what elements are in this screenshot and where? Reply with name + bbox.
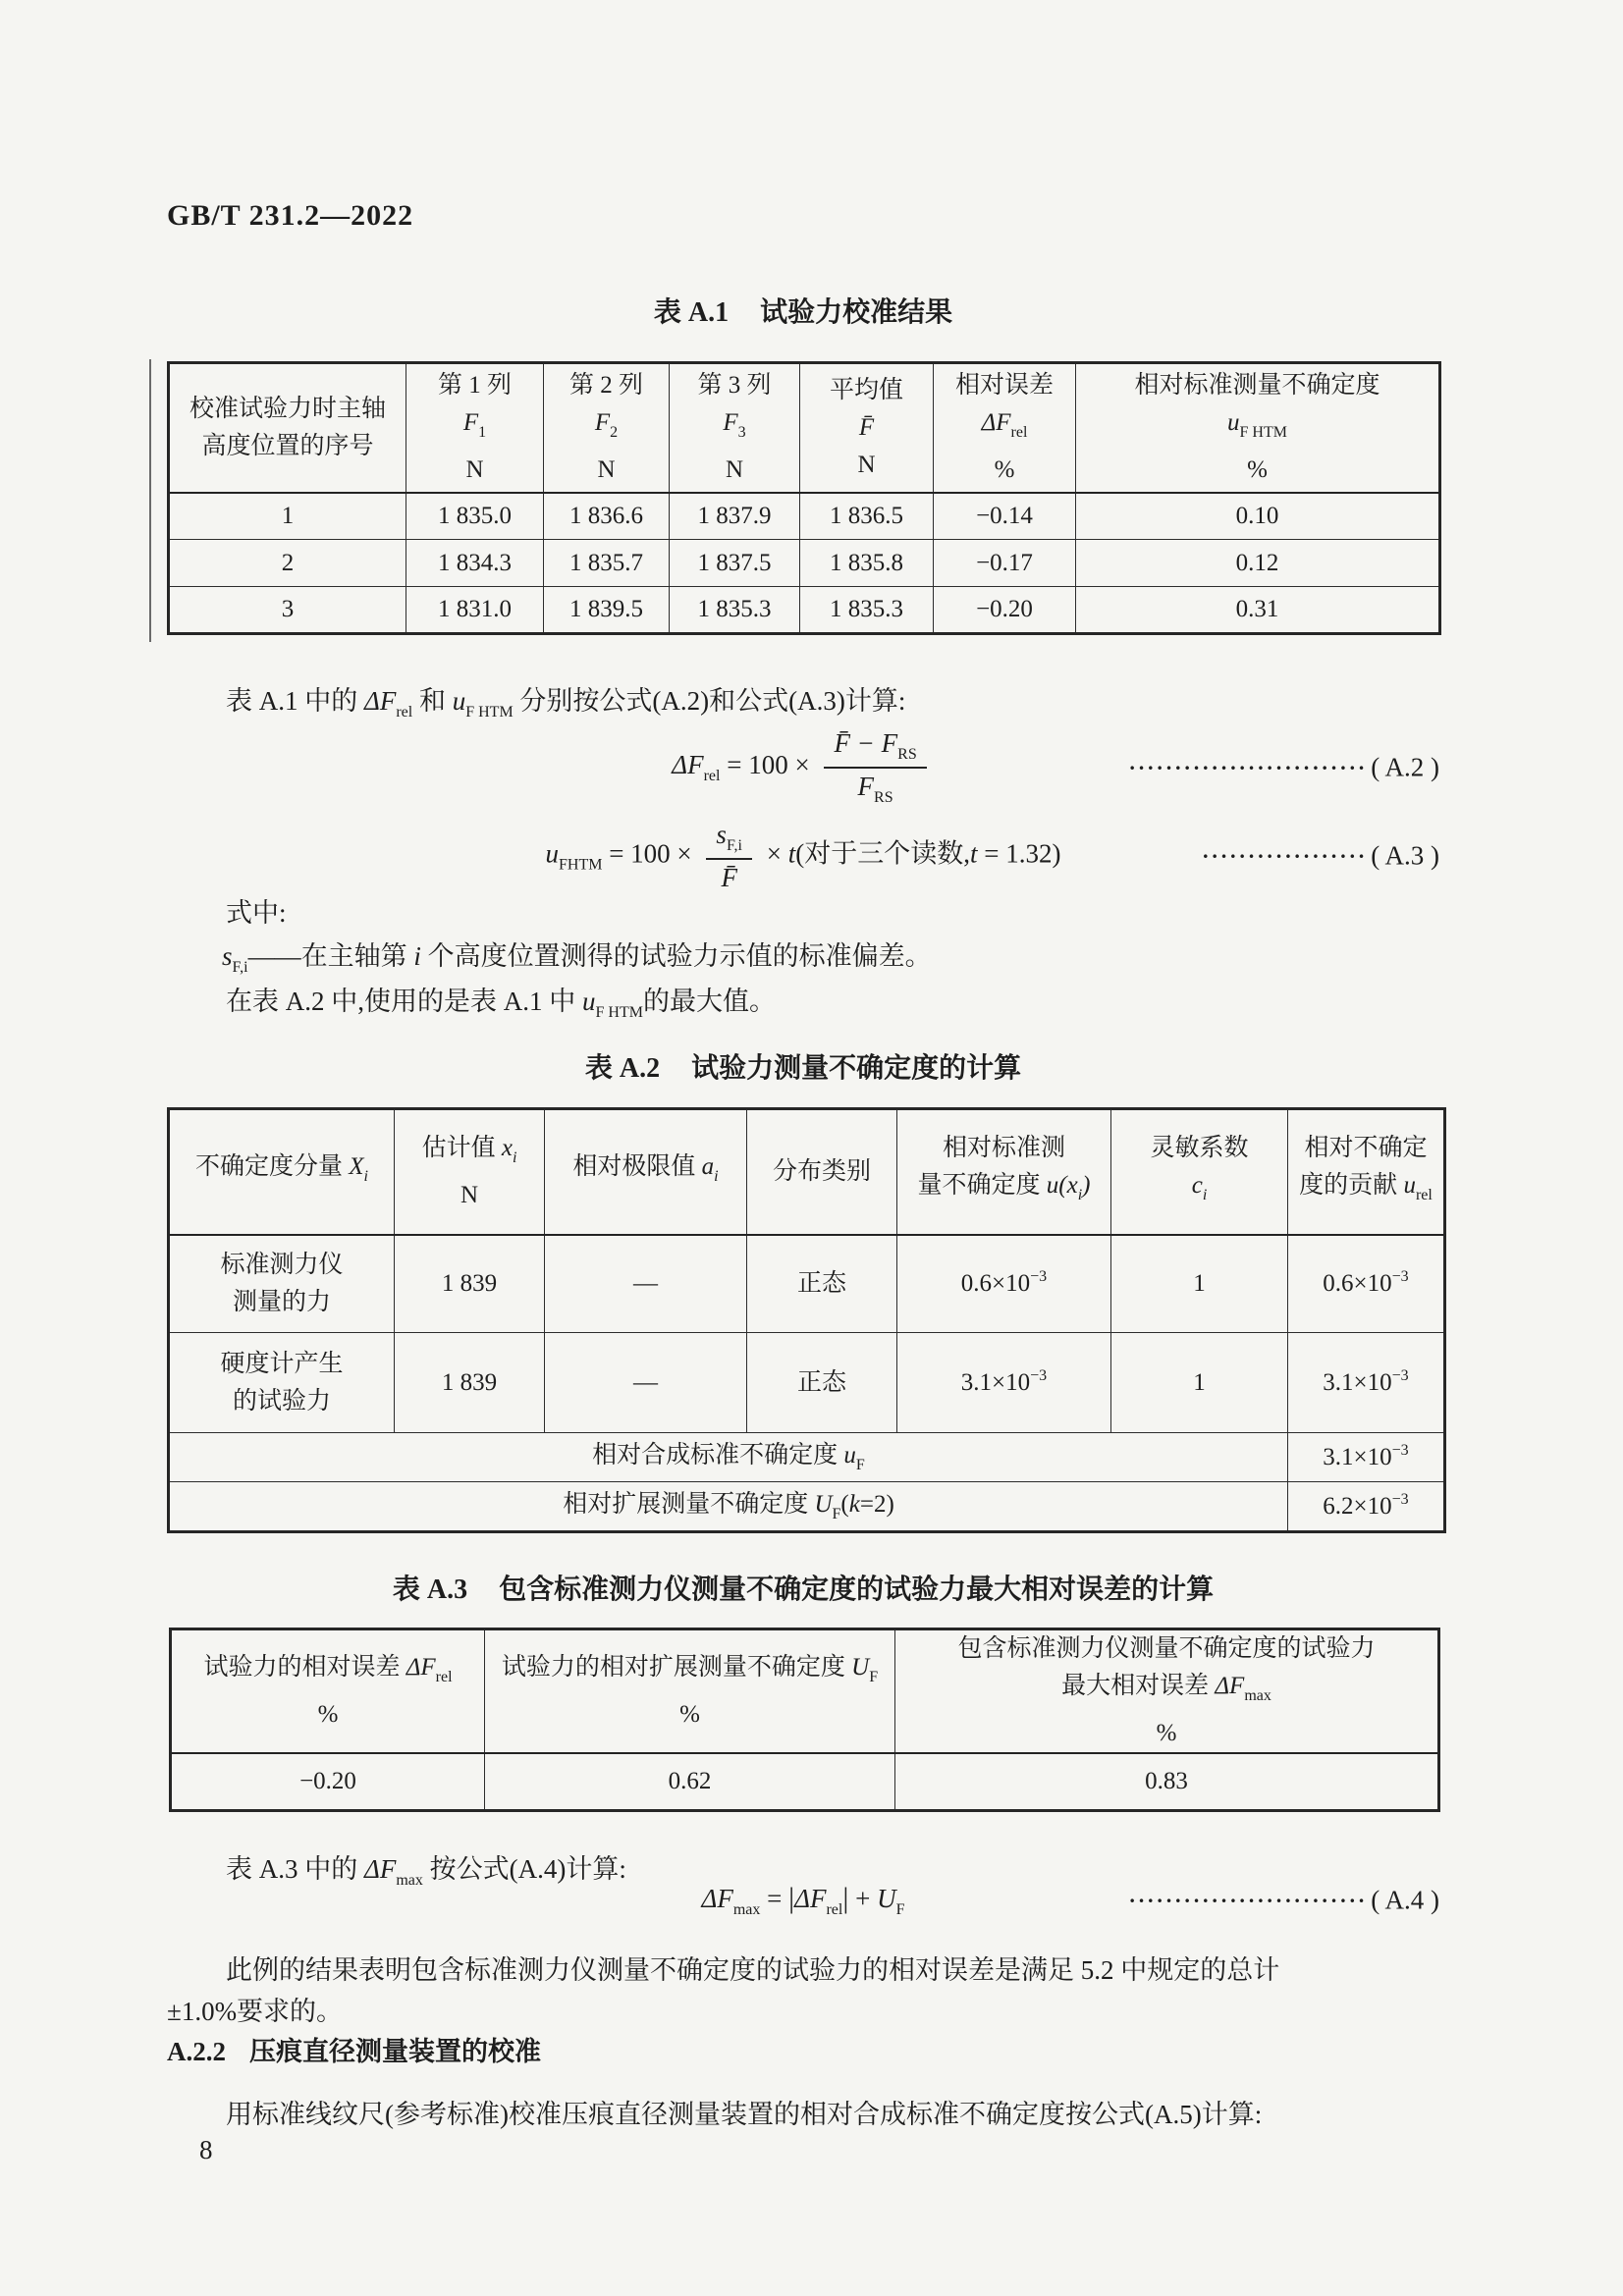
table-cell: 1 834.3 xyxy=(406,540,544,587)
paragraph-formula-intro: 表 A.1 中的 $\Delta F_{rel}$ 和 $u_{F HTM}$ 分别按公式(A.2)和公式(A.3)计算: xyxy=(226,686,906,721)
result-paragraph-line2: ±1.0%要求的。 xyxy=(167,1997,344,2026)
formula-a3-leader: ·················· ( A.3 ) xyxy=(1202,840,1439,871)
a2-header-contribution: 相对不确定 度的贡献 $u_{rel}$ xyxy=(1288,1109,1445,1235)
table-cell: — xyxy=(545,1333,747,1433)
table-cell: 1 836.6 xyxy=(544,493,670,540)
formula-a3 xyxy=(167,815,1439,897)
table-row xyxy=(169,540,1440,587)
table-cell: 正态 xyxy=(747,1235,897,1333)
table-cell: 1 839 xyxy=(395,1235,545,1333)
formula-a2 xyxy=(167,722,1439,813)
table-cell: 1 839 xyxy=(395,1333,545,1433)
doc-number: GB/T 231.2—2022 xyxy=(167,199,414,232)
formula-a2-body: $\Delta F_{rel} = 100$ × $\frac{F̄ - F_{RS}}{F_{RS}}$ xyxy=(672,728,934,807)
expanded-uncertainty-value: $6.2\times 10^{-3}$ xyxy=(1288,1482,1445,1532)
table-a3 xyxy=(169,1628,1440,1812)
formula-a4 xyxy=(167,1873,1439,1928)
table-cell: $0.6\times 10^{-3}$ xyxy=(897,1235,1111,1333)
table-cell: — xyxy=(545,1235,747,1333)
table-a2-title: 表 A.2 试验力测量不确定度的计算 xyxy=(584,1053,1022,1084)
table-row xyxy=(169,587,1440,634)
formula-a3-body: $u_{FHTM} = 100$ × $\frac{s_{F,i}}{F̄}$ × t(对于三个读数,t = 1.32) xyxy=(545,819,1061,892)
table-cell: 1 xyxy=(1111,1235,1288,1333)
table-cell: −0.20 xyxy=(171,1753,485,1810)
paragraph-a22: 用标准线纹尺(参考标准)校准压痕直径测量装置的相对合成标准不确定度按公式(A.5)计算: xyxy=(226,2100,1263,2129)
table-cell: 1 831.0 xyxy=(406,587,544,634)
a3-header-expanded-uncertainty: 试验力的相对扩展测量不确定度 $U_F$ % xyxy=(485,1629,895,1754)
a2-header-sensitivity: 灵敏系数 $c_i$ xyxy=(1111,1109,1288,1235)
table-cell: $3.1\times 10^{-3}$ xyxy=(897,1333,1111,1433)
formula-a2-leader: ·························· ( A.2 ) xyxy=(1128,752,1439,782)
table-row xyxy=(169,493,1440,540)
where-heading: 式中: xyxy=(226,898,287,928)
table-cell: 2 xyxy=(169,540,406,587)
table-cell: −0.20 xyxy=(934,587,1076,634)
formula-a4-body: $\Delta F_{max} = |\Delta F_{rel}| + U_F$ xyxy=(701,1882,905,1918)
section-heading-a22: A.2.2 压痕直径测量装置的校准 xyxy=(167,2037,541,2066)
a1-header-rel-error: 相对误差 $\Delta F_{rel}$ % xyxy=(934,363,1076,493)
a1-header-f1: 第 1 列 $F_1$ N xyxy=(406,363,544,493)
a2-header-distribution: 分布类别 xyxy=(747,1109,897,1235)
table-cell: 硬度计产生 的试验力 xyxy=(169,1333,395,1433)
table-cell: 标准测力仪 测量的力 xyxy=(169,1235,395,1333)
combined-uncertainty-value: $3.1\times 10^{-3}$ xyxy=(1288,1433,1445,1482)
table-cell: −0.17 xyxy=(934,540,1076,587)
expanded-uncertainty-label: 相对扩展测量不确定度 $U_F(k=2)$ xyxy=(169,1482,1288,1532)
note-max-value: 在表 A.2 中,使用的是表 A.1 中 $u_{F HTM}$的最大值。 xyxy=(226,987,776,1021)
table-cell: 1 835.8 xyxy=(800,540,934,587)
combined-uncertainty-row xyxy=(169,1433,1445,1482)
a1-header-uncertainty: 相对标准测量不确定度 $u_{F HTM}$ % xyxy=(1076,363,1440,493)
a2-header-limit: 相对极限值 $a_i$ xyxy=(545,1109,747,1235)
expanded-uncertainty-row xyxy=(169,1482,1445,1532)
result-paragraph-line1: 此例的结果表明包含标准测力仪测量不确定度的试验力的相对误差是满足 5.2 中规定的总计 xyxy=(226,1955,1280,1985)
table-a1 xyxy=(167,361,1441,635)
table-cell: 正态 xyxy=(747,1333,897,1433)
table-a1-header-row xyxy=(169,363,1440,493)
table-cell: 1 835.0 xyxy=(406,493,544,540)
where-definition: $s_{F,i}——$在主轴第 i 个高度位置测得的试验力示值的标准偏差。 xyxy=(222,941,932,976)
table-cell: −0.14 xyxy=(934,493,1076,540)
table-cell: 1 835.3 xyxy=(800,587,934,634)
table-cell: 0.83 xyxy=(895,1753,1439,1810)
table-a3-title: 表 A.3 包含标准测力仪测量不确定度的试验力最大相对误差的计算 xyxy=(392,1575,1215,1605)
a3-header-max-error: 包含标准测力仪测量不确定度的试验力 最大相对误差 $\Delta F_{max}$ % xyxy=(895,1629,1439,1754)
table-cell: $3.1\times 10^{-3}$ xyxy=(1288,1333,1445,1433)
a2-header-std-uncertainty: 相对标准测 量不确定度 $u(x_i)$ xyxy=(897,1109,1111,1235)
table-cell: 0.31 xyxy=(1076,587,1440,634)
table-cell: 1 xyxy=(1111,1333,1288,1433)
a1-header-mean: 平均值 F̄ N xyxy=(800,363,934,493)
table-cell: 0.10 xyxy=(1076,493,1440,540)
table-cell: 1 836.5 xyxy=(800,493,934,540)
a1-header-serial: 校准试验力时主轴 高度位置的序号 xyxy=(169,363,406,493)
table-a2 xyxy=(167,1107,1446,1533)
table-row xyxy=(169,1333,1445,1433)
table-cell: 0.62 xyxy=(485,1753,895,1810)
table-cell: 0.12 xyxy=(1076,540,1440,587)
table-row xyxy=(169,1235,1445,1333)
a1-header-f3: 第 3 列 $F_3$ N xyxy=(670,363,800,493)
margin-change-mark xyxy=(149,359,151,642)
table-a2-header-row xyxy=(169,1109,1445,1235)
paragraph-formula-a4-intro: 表 A.3 中的 $\Delta F_{max}$ 按公式(A.4)计算: xyxy=(226,1854,626,1889)
page-number: 8 xyxy=(199,2135,213,2164)
table-a3-header-row xyxy=(171,1629,1439,1754)
a3-header-rel-error: 试验力的相对误差 $\Delta F_{rel}$ % xyxy=(171,1629,485,1754)
a1-header-f2: 第 2 列 $F_2$ N xyxy=(544,363,670,493)
table-cell: 1 xyxy=(169,493,406,540)
table-a1-title: 表 A.1 试验力校准结果 xyxy=(653,297,953,328)
table-cell: $0.6\times 10^{-3}$ xyxy=(1288,1235,1445,1333)
table-cell: 1 837.5 xyxy=(670,540,800,587)
table-cell: 1 837.9 xyxy=(670,493,800,540)
table-cell: 1 839.5 xyxy=(544,587,670,634)
table-row xyxy=(171,1753,1439,1810)
a2-header-component: 不确定度分量 $X_i$ xyxy=(169,1109,395,1235)
formula-a4-leader: ·························· ( A.4 ) xyxy=(1128,1885,1439,1915)
table-cell: 1 835.7 xyxy=(544,540,670,587)
combined-uncertainty-label: 相对合成标准不确定度 $u_F$ xyxy=(169,1433,1288,1482)
table-cell: 3 xyxy=(169,587,406,634)
a2-header-estimate: 估计值 $x_i$ N xyxy=(395,1109,545,1235)
table-cell: 1 835.3 xyxy=(670,587,800,634)
